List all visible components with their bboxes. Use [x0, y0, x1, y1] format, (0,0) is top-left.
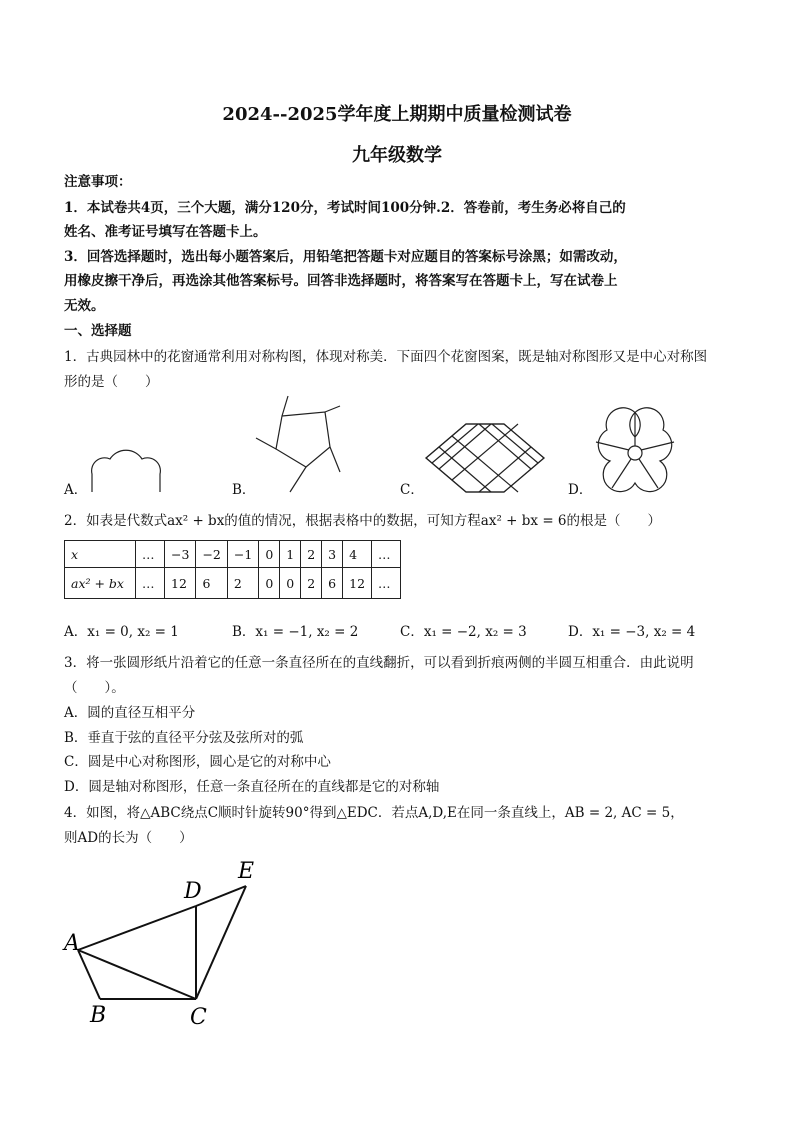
q3-stem-line-1: 3．将一张圆形纸片沿着它的任意一条直径所在的直线翻折，可以看到折痕两侧的半圆互相重合．由此说明 — [64, 655, 694, 671]
point-b-label: B — [90, 1003, 107, 1028]
table-cell: 6 — [322, 568, 343, 599]
notice-line-2: 姓名、准考证号填写在答题卡上。 — [64, 224, 267, 240]
q2-option-d: D．x₁ = −3, x₂ = 4 — [568, 624, 696, 640]
q1-figure-d-blossom — [590, 406, 680, 496]
q1-stem-line-2: 形的是（ ） — [64, 374, 159, 390]
notice-line-5: 无效。 — [64, 298, 105, 314]
table-cell: 12 — [165, 568, 196, 599]
point-d-label: D — [184, 879, 202, 904]
table-cell: 2 — [301, 568, 322, 599]
q1-option-d-label: D． — [568, 482, 593, 498]
q2-value-table — [64, 540, 401, 599]
q3-option-b: B．垂直于弦的直径平分弦及弦所对的弧 — [64, 730, 304, 746]
exam-title: 2024--2025学年度上期期中质量检测试卷 — [222, 104, 572, 125]
table-cell: … — [136, 568, 165, 599]
q1-option-c-label: C． — [400, 482, 424, 498]
point-a-label: A — [64, 931, 80, 956]
q3-option-c: C．圆是中心对称图形，圆心是它的对称中心 — [64, 754, 331, 770]
table-cell: 0 — [280, 568, 301, 599]
table-cell: −3 — [165, 541, 196, 568]
table-cell: … — [136, 541, 165, 568]
notice-heading: 注意事项： — [64, 174, 132, 190]
table-cell: 2 — [301, 541, 322, 568]
q2-stem: 2．如表是代数式ax² + bx的值的情况，根据表格中的数据，可知方程ax² + bx = 6的根是（ ） — [64, 513, 662, 529]
q3-option-d: D．圆是轴对称图形，任意一条直径所在的直线都是它的对称轴 — [64, 779, 440, 795]
table-cell: −1 — [227, 541, 258, 568]
q2-option-c: C．x₁ = −2, x₂ = 3 — [400, 624, 527, 640]
section-heading: 一、选择题 — [64, 323, 132, 339]
table-cell: 6 — [196, 568, 227, 599]
point-c-label: C — [190, 1005, 207, 1030]
table-cell: … — [372, 541, 401, 568]
q4-triangle-figure — [56, 852, 286, 1032]
q1-option-a-label: A． — [64, 482, 88, 498]
table-cell: 12 — [343, 568, 372, 599]
table-cell: ax² + bx — [65, 568, 136, 599]
point-e-label: E — [238, 859, 255, 884]
q4-stem-line-2: 则AD的长为（ ） — [64, 830, 193, 846]
q1-figure-c-lattice — [420, 420, 550, 496]
table-row — [65, 568, 401, 599]
q1-figure-a-cloud — [84, 436, 166, 496]
notice-line-1: 1．本试卷共4页，三个大题，满分120分，考试时间100分钟.2．答卷前，考生务必将自己的 — [64, 200, 626, 216]
exam-subtitle: 九年级数学 — [352, 145, 442, 166]
table-cell: 4 — [343, 541, 372, 568]
table-cell: 2 — [227, 568, 258, 599]
table-cell: x — [65, 541, 136, 568]
q2-option-a: A．x₁ = 0, x₂ = 1 — [64, 624, 179, 640]
table-cell: 3 — [322, 541, 343, 568]
q1-stem-line-1: 1．古典园林中的花窗通常利用对称构图，体现对称美．下面四个花窗图案，既是轴对称图形又是中心对称图 — [64, 349, 708, 365]
q2-option-b: B．x₁ = −1, x₂ = 2 — [232, 624, 359, 640]
table-cell: … — [372, 568, 401, 599]
notice-line-3: 3．回答选择题时，选出每小题答案后，用铅笔把答题卡对应题目的答案标号涂黑；如需改动， — [64, 249, 627, 265]
table-row — [65, 541, 401, 568]
table-cell: 0 — [259, 541, 280, 568]
notice-line-4: 用橡皮擦干净后，再选涂其他答案标号。回答非选择题时，将答案写在答题卡上，写在试卷上 — [64, 273, 618, 289]
table-cell: −2 — [196, 541, 227, 568]
table-cell: 0 — [259, 568, 280, 599]
table-cell: 1 — [280, 541, 301, 568]
q4-stem-line-1: 4．如图，将△ABC绕点C顺时针旋转90°得到△EDC．若点A,D,E在同一条直线上，AB = 2, AC = 5， — [64, 805, 684, 821]
q1-option-b-label: B． — [232, 482, 256, 498]
q3-option-a: A．圆的直径互相平分 — [64, 705, 196, 721]
q3-stem-line-2: （ ）。 — [64, 680, 125, 696]
q1-figure-b-pinwheel — [250, 394, 352, 496]
